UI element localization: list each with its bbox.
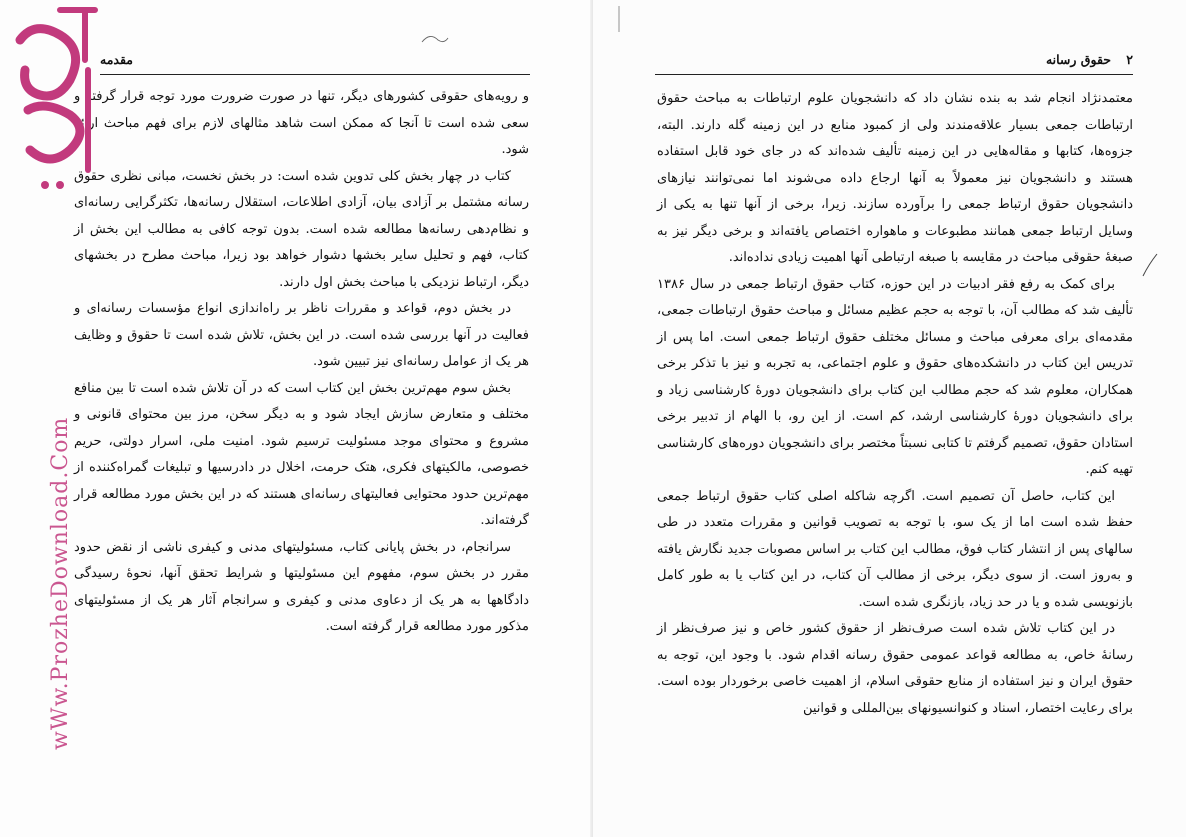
right-page-body — [657, 86, 1133, 722]
paragraph: کتاب در چهار بخش کلی تدوین شده است: در بخش نخست، مبانی نظری حقوق رسانه مشتمل بر آزادی بیان، آزادی اطلاعات، استقلال رسانه‌ها، تکثرگرایی رسانه‌ای و نظام‌دهی رسانه‌ها مطالعه شده است. بدون توجه کافی به مطالب این بخش از کتاب، فهم و تحلیل سایر بخشها دشوار خواهد بود زیرا، مباحث مطرح در بخشهای دیگر، ارتباط نزدیکی با مباحث بخش اول دارند. — [74, 168, 529, 290]
left-page-body — [74, 84, 529, 641]
page-number: ۲ — [1126, 52, 1133, 67]
right-page — [593, 0, 1186, 837]
watermark-logo — [0, 0, 110, 200]
left-page-header — [100, 50, 530, 75]
right-page-header — [655, 50, 1133, 75]
pen-mark-icon — [1141, 250, 1161, 280]
paragraph: بخش سوم مهم‌ترین بخش این کتاب است که در آن تلاش شده است تا بین منافع مختلف و متعارض سازش ایجاد شود و به دیگر سخن، مرز بین محتوای قانونی و مشروع و محتوای موجد مسئولیت ترسیم شود. امنیت ملی، اسرار دولتی، حریم خصوصی، مالکیتهای فکری، هتک حرمت، اخلال در دادرسیها و تبلیغات گمراه‌کننده از مهم‌ترین حدود محتوایی فعالیتهای رسانه‌ای هستند که در این بخش مورد مطالعه قرار گرفته‌اند. — [74, 380, 529, 528]
paragraph: سرانجام، در بخش پایانی کتاب، مسئولیتهای مدنی و کیفری ناشی از نقض حدود مقرر در بخش سوم، مفهوم این مسئولیتها و شرایط تحقق آنها، نحوهٔ رسیدگی دادگاهها به هر یک از دعاوی مدنی و کیفری و سرانجام آثار هر یک از مسئولیتهای مذکور مورد مطالعه قرار گرفته است. — [74, 539, 529, 634]
pen-mark-icon — [613, 4, 625, 34]
watermark-site-text: wWw.ProzheDownload.Com — [48, 416, 73, 750]
left-header-title: مقدمه — [100, 52, 133, 67]
paragraph: و رویه‌های حقوقی کشورهای دیگر، تنها در صورت ضرورت مورد توجه قرار گرفته و سعی شده است تا آنجا که ممکن است شاهد مثالهای لازم برای فهم مباحث ارائه شود. — [74, 89, 529, 157]
paragraph: این کتاب، حاصل آن تصمیم است. اگرچه شاکله اصلی کتاب حقوق ارتباط جمعی حفظ شده است اما از یک سو، با توجه به تصویب قوانین و مقررات متعدد در طی سالهای پس از انتشار کتاب فوق، مطالب این کتاب بر اساس مصوبات جدید نگارش یافته و به‌روز است. از سوی دیگر، برخی از مطالب آن کتاب، در این کتاب یا به طور کامل بازنویسی شده و یا در حد زیاد، بازنگری شده است. — [657, 488, 1133, 610]
paragraph: در این کتاب تلاش شده است صرف‌نظر از حقوق کشور خاص و نیز صرف‌نظر از رسانهٔ خاص، به مطالعه قواعد عمومی حقوق رسانه اقدام شود. با وجود این، توجه به حقوق ایران و نیز استفاده از منابع حقوقی اسلام، از اهمیت خاصی برخوردار بوده است. برای رعایت اختصار، اسناد و کنوانسیونهای بین‌المللی و قوانین — [657, 621, 1133, 716]
paragraph: در بخش دوم، قواعد و مقررات ناظر بر راه‌اندازی انواع مؤسسات رسانه‌ای و فعالیت در آنها بررسی شده است. در این بخش، تلاش شده است تا حقوق و وظایف هر یک از عوامل رسانه‌ای نیز تبیین شود. — [74, 301, 529, 369]
pen-mark-icon — [420, 32, 450, 46]
paragraph: برای کمک به رفع فقر ادبیات در این حوزه، کتاب حقوق ارتباط جمعی در سال ۱۳۸۶ تألیف شد که مطالب آن، با توجه به حجم عظیم مسائل و مباحث حقوق ارتباطات جمعی، مقدمه‌ای برای معرفی مباحث و مسائل مختلف حقوق ارتباط جمعی است. اما پس از تدریس این کتاب در دانشکده‌های حقوق و علوم اجتماعی، به تجربه و نیز با تذکر برخی همکاران، معلوم شد که حجم مطالب این کتاب برای دانشجویان دورهٔ کارشناسی زیاد و برای دانشجویان دورهٔ کارشناسی ارشد، کم است. از این رو، با الهام از تدبیر برخی استادان حقوق، تصمیم گرفتم تا کتابی نسبتاً مختصر برای دانشجویان دوره‌های کارشناسی تهیه کنم. — [657, 276, 1133, 477]
right-header-title: حقوق رسانه — [1045, 52, 1111, 67]
paragraph: معتمدنژاد انجام شد به بنده نشان داد که دانشجویان علوم ارتباطات به مباحث حقوق ارتباطات جمعی بسیار علاقه‌مندند ولی از کمبود منابع در این زمینه گله دارند. البته، جزوه‌ها، کتابها و مقاله‌هایی در این زمینه تألیف شده‌اند که در جای خود قابل استفاده هستند و دانشجویان نیز معمولاً به آنها ارجاع داده می‌شوند اما نمی‌توانند نیازهای دانشجویان حقوق ارتباط جمعی را برآورده سازند. زیرا، برخی از آنها تنها به یکی از وسایل ارتباط جمعی همانند مطبوعات و ماهواره اختصاص یافته‌اند و برخی دیگر نیز به صبغهٔ حقوقی مباحث در مقایسه با صبغه ارتباطی آنها اهمیت زیادی نداده‌اند. — [657, 91, 1133, 265]
